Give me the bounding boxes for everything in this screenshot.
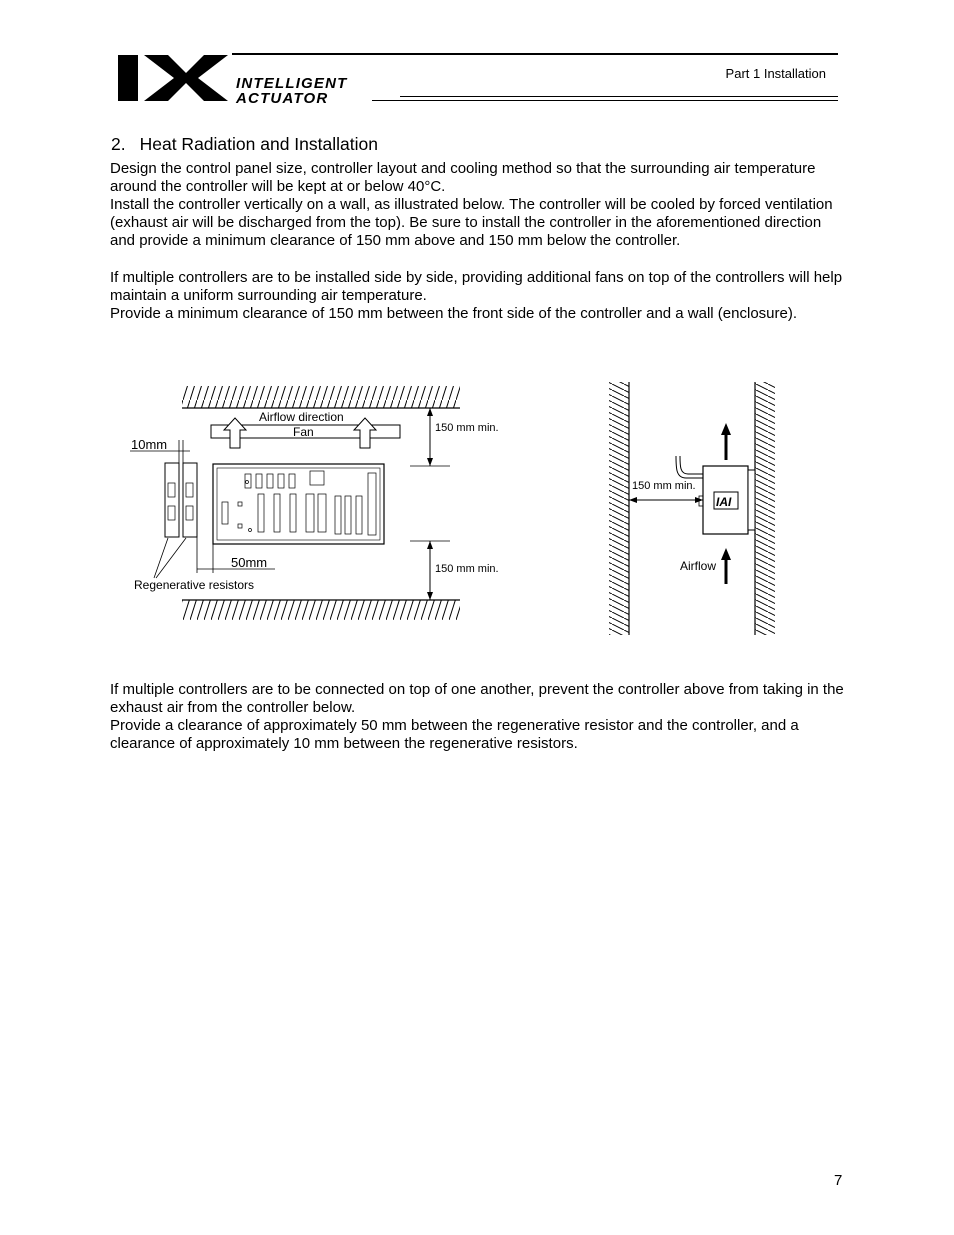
iai-brand-mark: IAI xyxy=(716,495,732,509)
resistor-gap-label: 10mm xyxy=(131,437,168,452)
regenerative-resistor xyxy=(165,463,179,537)
airflow-arrow-icon xyxy=(224,418,246,448)
header-rule xyxy=(400,96,838,97)
paragraph: If multiple controllers are to be connected on top of one another, prevent the controller above from taking in the exhaust air from the controller below. xyxy=(110,681,844,717)
paragraph: Design the control panel size, controller layout and cooling method so that the surrounding air temperature around the controller will be kept at or below 40°C. xyxy=(110,160,816,196)
header-rule xyxy=(232,53,838,55)
paragraph: Provide a clearance of approximately 50 mm between the regenerative resistor and the controller, and a clearance of approximately 10 mm between the regenerative resistors. xyxy=(110,717,799,753)
side-view-figure xyxy=(600,378,785,638)
paragraph: Install the controller vertically on a wall, as illustrated below. The controller will be cooled by forced ventilation (exhaust air will be discharged from the top). Be sure to install the controller in the aforementioned direction and provide a minimum clearance of 150 mm above and 150 mm below the controller. xyxy=(110,196,833,250)
brand-logo xyxy=(112,50,402,106)
mounting-wall-hatch xyxy=(755,382,775,635)
fan-label: Fan xyxy=(293,425,314,439)
airflow-up-arrow-icon xyxy=(721,423,731,435)
regenerative-resistor xyxy=(183,463,197,537)
front-wall-hatch xyxy=(609,382,629,635)
section-number: 2. xyxy=(111,134,126,154)
page-number: 7 xyxy=(834,1172,843,1189)
bottom-clearance-label: 150 mm min. xyxy=(435,563,499,575)
top-clearance-label: 150 mm min. xyxy=(435,422,499,434)
header-rule xyxy=(372,100,838,101)
airflow-arrow-icon xyxy=(354,418,376,448)
regenerative-resistors-label: Regenerative resistors xyxy=(134,578,255,592)
controller-gap-label: 50mm xyxy=(231,555,268,570)
ceiling-hatch xyxy=(182,386,460,408)
airflow-label: Airflow xyxy=(680,559,717,573)
airflow-direction-label: Airflow direction xyxy=(259,410,344,424)
floor-hatch xyxy=(182,600,460,620)
section-heading xyxy=(111,134,378,155)
section-title: Heat Radiation and Installation xyxy=(139,134,378,154)
logo-line-2: ACTUATOR xyxy=(236,90,329,106)
paragraph: If multiple controllers are to be installed side by side, providing additional fans on top of the controllers will help maintain a uniform surrounding air temperature. xyxy=(110,269,843,305)
header-section-label: Part 1 Installation xyxy=(725,66,826,81)
airflow-up-arrow-icon xyxy=(721,548,731,560)
front-clearance-label: 150 mm min. xyxy=(632,480,696,492)
controller-front xyxy=(213,464,384,544)
logo-line-1: INTELLIGENT xyxy=(236,75,348,92)
paragraph: Provide a minimum clearance of 150 mm between the front side of the controller and a wall (enclosure). xyxy=(110,305,798,322)
